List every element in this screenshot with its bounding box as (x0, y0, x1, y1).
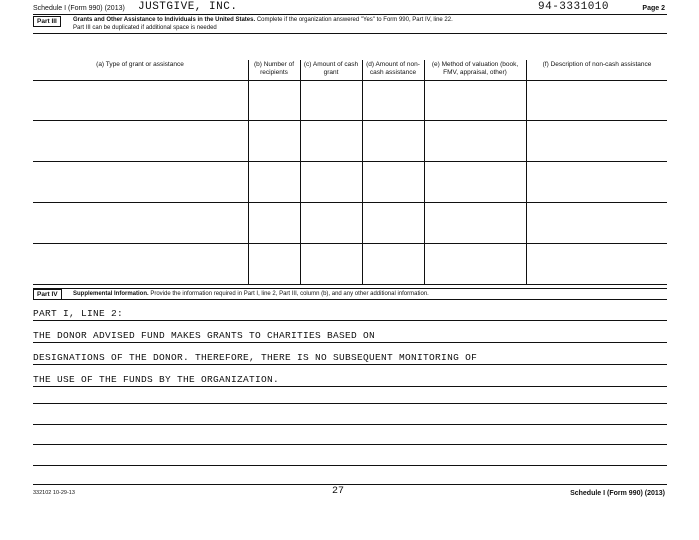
table-header-rule (33, 80, 667, 81)
supplemental-line: THE DONOR ADVISED FUND MAKES GRANTS TO CHARITIES BASED ON (33, 330, 376, 341)
part3-rule (33, 33, 667, 34)
table-row-rule (33, 243, 667, 244)
footer-page-number: 27 (332, 486, 345, 497)
employer-id-number: 94-3331010 (538, 1, 610, 13)
column-header-d: (d) Amount of non-cash assistance (366, 61, 420, 76)
ruled-line (33, 444, 667, 445)
footer-code: 332102 10-29-13 (33, 490, 75, 496)
table-column-divider (424, 60, 425, 284)
part4-title: Supplemental Information. (73, 291, 149, 297)
part4-label: Part IV (33, 289, 62, 300)
page-label: Page 2 (642, 5, 665, 12)
footer-rule (33, 484, 667, 485)
column-header-a: (a) Type of grant or assistance (96, 61, 184, 68)
part3-title: Grants and Other Assistance to Individuals in the United States. (73, 17, 256, 23)
ruled-line (33, 465, 667, 466)
ruled-line (33, 403, 667, 404)
supplemental-line: PART I, LINE 2: (33, 308, 124, 319)
header-rule (33, 14, 667, 15)
part3-label: Part III (33, 16, 61, 27)
column-header-e: (e) Method of valuation (book, FMV, appraisal, other) (431, 61, 519, 76)
ruled-line (33, 386, 667, 387)
ruled-line (33, 320, 667, 321)
table-column-divider (248, 60, 249, 284)
organization-name: JUSTGIVE, INC. (138, 1, 238, 13)
table-row-rule (33, 120, 667, 121)
part4-heading (73, 290, 663, 298)
supplemental-line: THE USE OF THE FUNDS BY THE ORGANIZATION. (33, 374, 280, 385)
form-id: Schedule I (Form 990) (2013) (33, 5, 125, 12)
ruled-line (33, 364, 667, 365)
ruled-line (33, 424, 667, 425)
table-row-rule (33, 161, 667, 162)
part4-instruction: Provide the information required in Part I, line 2, Part III, column (b), and any other additional information. (150, 291, 429, 297)
column-header-c: (c) Amount of cash grant (303, 61, 359, 76)
table-bottom-rule (33, 284, 667, 285)
table-row-rule (33, 202, 667, 203)
part3-note: Part III can be duplicated if additional space is needed (73, 25, 217, 31)
ruled-line (33, 342, 667, 343)
supplemental-line: DESIGNATIONS OF THE DONOR. THEREFORE, THERE IS NO SUBSEQUENT MONITORING OF (33, 352, 478, 363)
part4-top-rule (33, 288, 667, 289)
part3-heading (73, 16, 663, 24)
footer-form-id: Schedule I (Form 990) (2013) (570, 490, 665, 497)
column-header-f: (f) Description of non-cash assistance (542, 61, 652, 68)
column-header-b: (b) Number of recipients (253, 61, 295, 76)
table-column-divider (526, 60, 527, 284)
part4-rule (33, 299, 667, 300)
table-column-divider (300, 60, 301, 284)
table-column-divider (362, 60, 363, 284)
part3-instruction: Complete if the organization answered "Yes" to Form 990, Part IV, line 22. (256, 17, 453, 23)
